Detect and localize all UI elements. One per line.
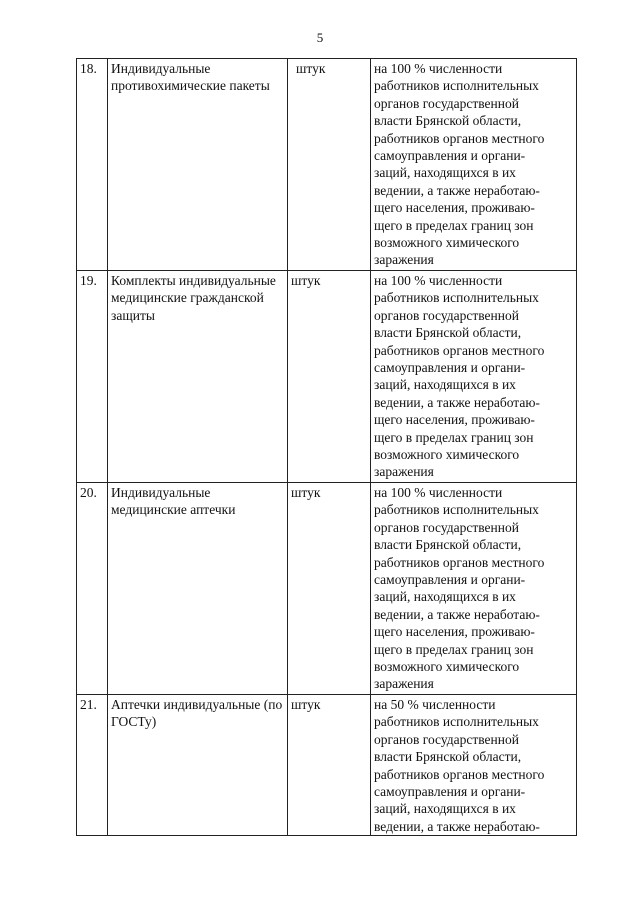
norm-line: работников органов местного: [374, 766, 545, 782]
unit: штук: [288, 271, 371, 483]
norm-line: власти Брянской области,: [374, 749, 522, 765]
row-number: 19.: [77, 271, 108, 483]
norm-line: самоуправления и органи-: [374, 148, 526, 164]
norm-line: ведении, а также неработаю-: [374, 182, 540, 198]
norm-line: заций, находящихся в их: [374, 377, 516, 393]
supply-table: [76, 58, 577, 836]
norm-line: органов государственной: [374, 95, 519, 111]
norm-line: органов государственной: [374, 731, 519, 747]
norm-line: ведении, а также неработаю-: [374, 818, 540, 834]
norm-text: [371, 59, 577, 271]
norm-text: [371, 483, 577, 695]
item-name: Комплекты индивидуальные медицинские гражданской защиты: [108, 271, 288, 483]
norm-line: заций, находящихся в их: [374, 165, 516, 181]
norm-line: щего в пределах границ зон: [374, 217, 534, 233]
table-row: [77, 59, 577, 271]
page-number: 5: [316, 30, 324, 45]
norm-line: возможного химического: [374, 447, 520, 463]
norm-line: возможного химического: [374, 235, 520, 251]
norm-line: заражения: [374, 464, 434, 480]
item-name: Аптечки индивидуальные (по ГОСТу): [108, 695, 288, 836]
table-row: [77, 695, 577, 836]
norm-line: заражения: [374, 676, 434, 692]
row-number: 20.: [77, 483, 108, 695]
norm-line: возможного химического: [374, 659, 520, 675]
unit: штук: [288, 59, 371, 271]
row-number: 18.: [77, 59, 108, 271]
table-row: [77, 483, 577, 695]
norm-line: на 100 % численности: [374, 61, 503, 76]
norm-line: самоуправления и органи-: [374, 360, 526, 376]
row-number: 21.: [77, 695, 108, 836]
norm-text: [371, 695, 577, 836]
norm-line: заражения: [374, 252, 434, 268]
norm-line: власти Брянской области,: [374, 113, 522, 129]
unit: штук: [288, 695, 371, 836]
norm-line: щего в пределах границ зон: [374, 641, 534, 657]
norm-line: щего населения, проживаю-: [374, 412, 535, 428]
norm-line: работников органов местного: [374, 130, 545, 146]
norm-line: самоуправления и органи-: [374, 784, 526, 800]
norm-line: работников исполнительных: [374, 78, 539, 94]
unit: штук: [288, 483, 371, 695]
norm-line: работников органов местного: [374, 342, 545, 358]
norm-line: на 100 % численности: [374, 485, 503, 500]
norm-line: ведении, а также неработаю-: [374, 394, 540, 410]
norm-line: щего населения, проживаю-: [374, 624, 535, 640]
item-name: Индивидуальные медицинские аптечки: [108, 483, 288, 695]
norm-line: власти Брянской области,: [374, 537, 522, 553]
norm-line: органов государственной: [374, 307, 519, 323]
norm-line: заций, находящихся в их: [374, 589, 516, 605]
norm-line: власти Брянской области,: [374, 325, 522, 341]
norm-line: работников исполнительных: [374, 502, 539, 518]
norm-text: [371, 271, 577, 483]
norm-line: самоуправления и органи-: [374, 572, 526, 588]
norm-line: работников органов местного: [374, 554, 545, 570]
norm-line: на 50 % численности: [374, 697, 496, 712]
item-name: Индивидуальные противохимические пакеты: [108, 59, 288, 271]
table-row: [77, 271, 577, 483]
norm-line: ведении, а также неработаю-: [374, 606, 540, 622]
norm-line: щего населения, проживаю-: [374, 200, 535, 216]
norm-line: заций, находящихся в их: [374, 801, 516, 817]
norm-line: на 100 % численности: [374, 273, 503, 288]
norm-line: работников исполнительных: [374, 714, 539, 730]
norm-line: органов государственной: [374, 519, 519, 535]
norm-line: работников исполнительных: [374, 290, 539, 306]
norm-line: щего в пределах границ зон: [374, 429, 534, 445]
